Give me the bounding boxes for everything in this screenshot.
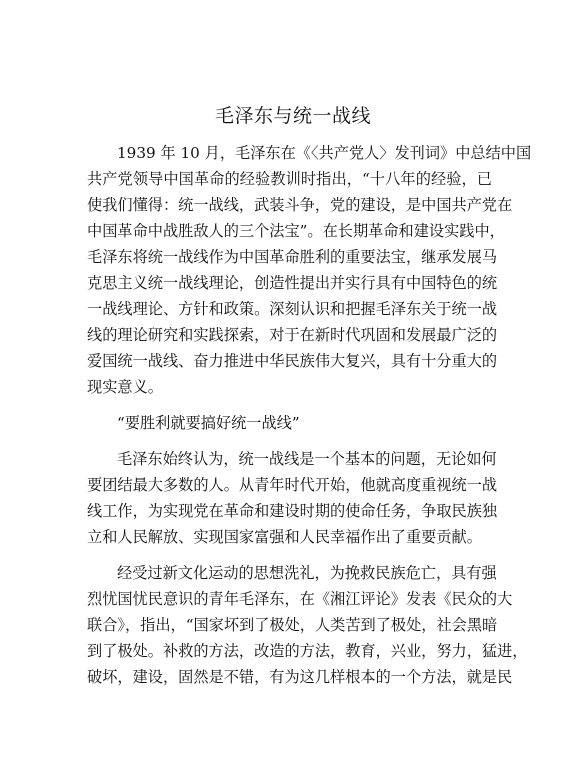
paragraph-line: 立和人民解放、实现国家富强和人民幸福作出了重要贡献。 (87, 528, 482, 546)
paragraph-line: 联合》，指出，“国家坏到了极处，人类苦到了极处，社会黑暗 (87, 616, 498, 634)
paragraph-spacer (87, 550, 492, 560)
paragraph-spacer (87, 400, 492, 410)
paragraph-line: 克思主义统一战线理论，创造性提出并实行具有中国特色的统 (87, 274, 498, 292)
paragraph-line: 线工作，为实现党在革命和建设时期的使命任务，争取民族独 (87, 502, 498, 520)
paragraph-line: 共产党领导中国革命的经验教训时指出，“十八年的经验，已 (87, 170, 492, 188)
paragraph-3 (87, 560, 528, 690)
paragraph-line: 破坏，建设，固然是不错，有为这几样根本的一个方法，就是民 (87, 668, 513, 686)
paragraph-line: 爱国统一战线、奋力推进中华民族伟大复兴，具有十分重大的 (87, 352, 498, 370)
paragraph-line: 线的理论研究和实践探索，对于在新时代巩固和发展最广泛的 (87, 326, 498, 344)
paragraph-line: 1939 年 10 月，毛泽东在《〈共产党人〉发刊词》中总结中国 (117, 144, 532, 162)
paragraph-line: 烈忧国忧民意识的青年毛泽东，在《湘江评论》发表《民众的大 (87, 590, 513, 608)
paragraph-line: 现实意义。 (87, 378, 163, 396)
paragraph-line: 使我们懂得：统一战线，武装斗争，党的建设，是中国共产党在 (87, 196, 513, 214)
paragraph-spacer (87, 436, 492, 446)
paragraph-line: 一战线理论、方针和政策。深刻认识和把握毛泽东关于统一战 (87, 300, 498, 318)
document-body (87, 140, 532, 690)
paragraph-1 (87, 140, 532, 400)
section-heading (87, 410, 492, 436)
document-title: 毛泽东与统一战线 (214, 105, 371, 127)
paragraph-line: 毛泽东始终认为，统一战线是一个基本的问题，无论如何 (117, 450, 497, 468)
paragraph-line: 中国革命中战胜敌人的三个法宝”。在长期革命和建设实践中， (87, 222, 505, 240)
paragraph-line: 要团结最大多数的人。从青年时代开始，他就高度重视统一战 (87, 476, 498, 494)
paragraph-line: 经受过新文化运动的思想洗礼，为挽救民族危亡，具有强 (117, 564, 497, 582)
paragraph-2 (87, 446, 498, 550)
section-heading-text: “要胜利就要搞好统一战线” (117, 414, 300, 432)
paragraph-line: 毛泽东将统一战线作为中国革命胜利的重要法宝，继承发展马 (87, 248, 498, 266)
paragraph-line: 到了极处。补救的方法，改造的方法，教育，兴业，努力，猛进， (87, 642, 528, 660)
